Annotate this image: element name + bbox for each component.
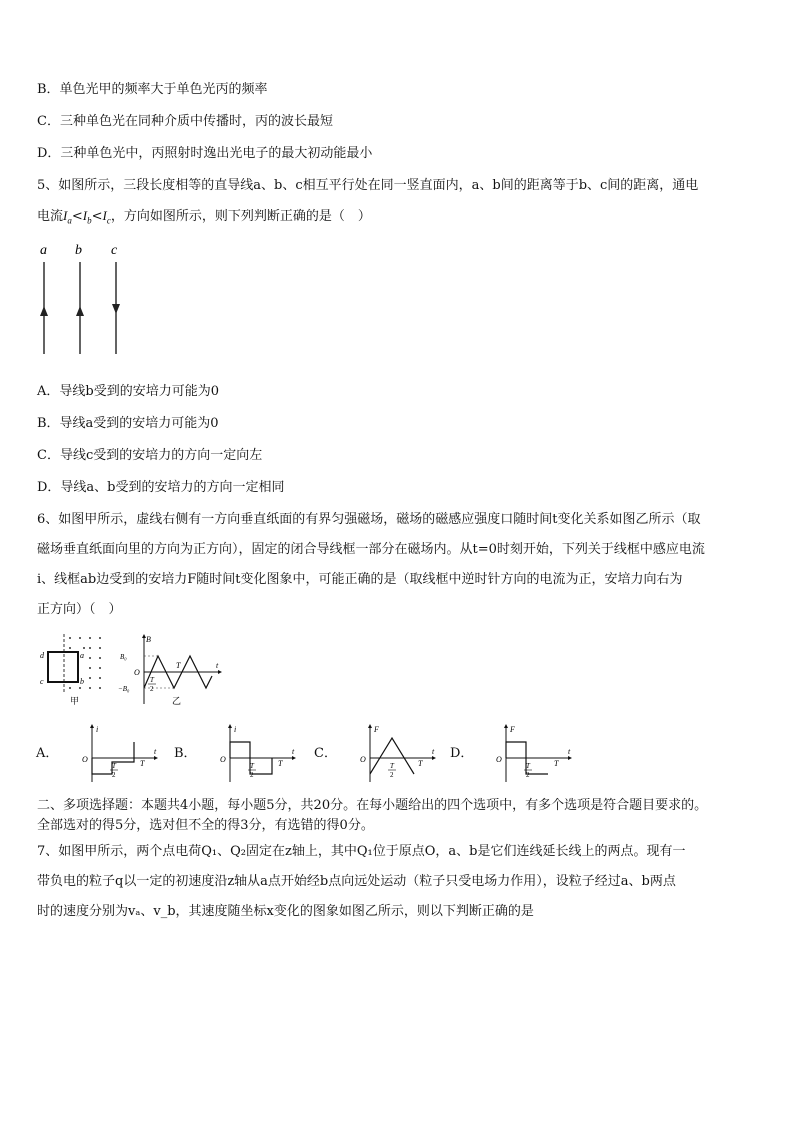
q6-stem-line1: 6、如图甲所示，虚线右侧有一方向垂直纸面的有界匀强磁场，磁场的磁感应强度口随时间t变化关系如图乙所示（取: [37, 512, 701, 527]
q4-option-d: D．三种单色光中，丙照射时逸出光电子的最大初动能最小: [37, 146, 373, 161]
q5-stem-line1: 5、如图所示，三段长度相等的直导线a、b、c相互平行处在同一竖直面内，a、b间的距离等于b、c间的距离，通电: [37, 178, 699, 193]
svg-text:2: 2: [250, 771, 254, 779]
svg-text:i: i: [234, 725, 237, 734]
svg-text:2: 2: [112, 771, 116, 779]
q6-stem-line4: 正方向）（ ）: [37, 602, 122, 617]
svg-text:a: a: [80, 651, 84, 660]
q5-stem-line2: 电流$I_a<I_b<I_c$，方向如图所示，则下列判断正确的是（ ）: [37, 208, 371, 226]
q6-option-graph: [330, 722, 442, 784]
svg-text:T: T: [150, 676, 154, 684]
svg-text:t: t: [432, 747, 435, 756]
svg-text:F: F: [510, 725, 515, 734]
svg-text:2: 2: [390, 771, 394, 779]
svg-text:O: O: [220, 755, 226, 764]
q6-option-graph: [190, 722, 302, 784]
q6-option-graph: [52, 722, 164, 784]
svg-text:2: 2: [150, 685, 154, 693]
q6-option-label: B．: [174, 746, 197, 761]
wire-a-label: a: [40, 243, 47, 258]
svg-text:T: T: [278, 759, 283, 768]
q6-option-label: A．: [36, 746, 59, 761]
svg-text:T: T: [112, 762, 116, 770]
q4-option-c: C．三种单色光在同种介质中传播时，丙的波长最短: [37, 114, 333, 129]
q6-figure-yi: [114, 632, 226, 708]
svg-text:O: O: [360, 755, 366, 764]
wire-c-label: c: [111, 243, 118, 258]
svg-text:2: 2: [526, 771, 530, 779]
section2-heading-line2: 全部选对的得5分，选对但不全的得3分，有选错的得0分。: [37, 818, 374, 833]
svg-text:T: T: [418, 759, 423, 768]
q6-option-graph: [466, 722, 578, 784]
svg-text:t: t: [154, 747, 157, 756]
svg-text:O: O: [496, 755, 502, 764]
svg-text:O: O: [134, 668, 140, 677]
q6-figure-jia: [36, 632, 116, 708]
svg-text:d: d: [40, 651, 44, 660]
svg-text:b: b: [80, 677, 84, 686]
wire-b-up-arrow: [76, 306, 84, 316]
svg-text:T: T: [140, 759, 145, 768]
svg-text:T: T: [250, 762, 254, 770]
svg-text:t: t: [216, 661, 219, 670]
q5-option-c: C．导线c受到的安培力的方向一定向左: [37, 448, 263, 463]
svg-text:T: T: [390, 762, 394, 770]
q6-option-label: C．: [314, 746, 337, 761]
q6-stem-line3: i、线框ab边受到的安培力F随时间t变化图象中，可能正确的是（取线框中逆时针方向的电流为正，安培力向右为: [37, 572, 683, 587]
wire-frame: [48, 652, 78, 682]
q7-stem-line1: 7、如图甲所示，两个点电荷Q₁、Q₂固定在z轴上，其中Q₁位于原点O，a、b是它们连线延长线上的两点。现有一: [37, 844, 686, 859]
figure-jia-caption: 甲: [70, 696, 80, 706]
q6-stem-line2: 磁场垂直纸面向里的方向为正方向），固定的闭合导线框一部分在磁场内。从t=0时刻开始，下列关于线框中感应电流: [37, 542, 705, 557]
q5-option-d: D．导线a、b受到的安培力的方向一定相同: [37, 480, 285, 495]
q7-stem-line3: 时的速度分别为vₐ、v_b，其速度随坐标x变化的图象如图乙所示，则以下判断正确的是: [37, 904, 534, 919]
svg-text:B₀: B₀: [120, 653, 127, 661]
q5-wire-diagram: [30, 238, 140, 360]
section2-heading-line1: 二、多项选择题：本题共4小题，每小题5分，共20分。在每小题给出的四个选项中，有多个选项是符合题目要求的。: [37, 798, 708, 813]
svg-text:c: c: [40, 677, 44, 686]
figure-yi-caption: 乙: [172, 696, 182, 706]
wire-a-up-arrow: [40, 306, 48, 316]
svg-text:F: F: [374, 725, 379, 734]
svg-text:t: t: [568, 747, 571, 756]
q7-stem-line2: 带负电的粒子q以一定的初速度沿z轴从a点开始经b点向远处运动（粒子只受电场力作用），设粒子经过a、b两点: [37, 874, 676, 889]
svg-text:i: i: [96, 725, 99, 734]
svg-text:−B₀: −B₀: [118, 685, 130, 693]
q5-option-a: A．导线b受到的安培力可能为0: [37, 384, 219, 399]
wire-c-down-arrow: [112, 304, 120, 314]
svg-text:B: B: [146, 635, 151, 644]
q6-option-label: D．: [450, 746, 474, 761]
wire-b-label: b: [75, 243, 82, 258]
svg-text:T: T: [554, 759, 559, 768]
q5-option-b: B．导线a受到的安培力可能为0: [37, 416, 219, 431]
svg-text:O: O: [82, 755, 88, 764]
svg-text:T: T: [176, 661, 181, 670]
svg-text:T: T: [526, 762, 530, 770]
q4-option-b: B．单色光甲的频率大于单色光丙的频率: [37, 82, 268, 97]
svg-text:t: t: [292, 747, 295, 756]
